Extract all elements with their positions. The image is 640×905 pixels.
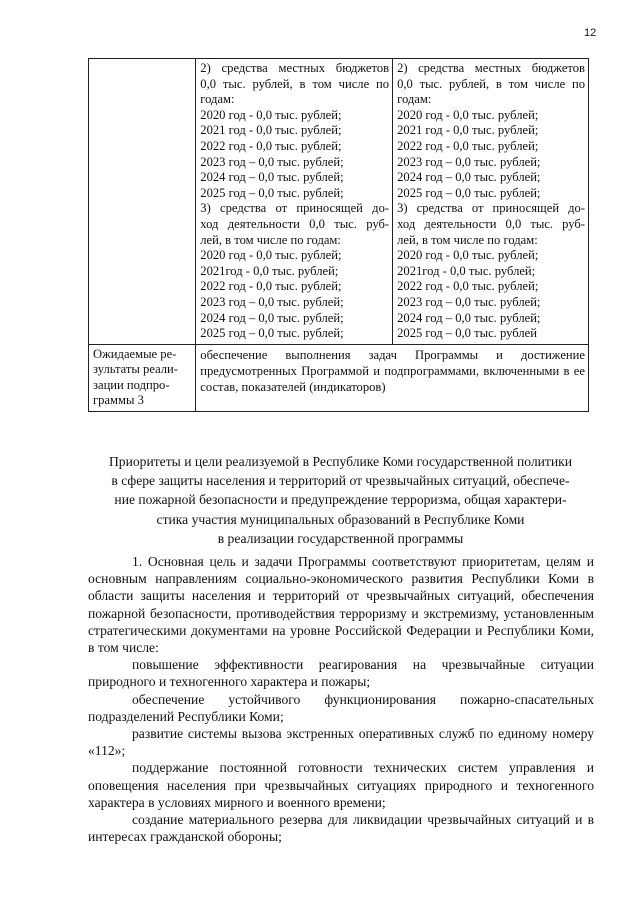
results-label-line: зультаты реали-: [93, 362, 178, 377]
col2-line: 3) средства от приносящей до-: [200, 201, 390, 216]
col3-line: ход деятельности 0,0 тыс. руб-: [397, 216, 585, 231]
col3-line: 2024 год – 0,0 тыс. рублей;: [397, 170, 541, 185]
col3-line: 2023 год – 0,0 тыс. рублей;: [397, 294, 541, 309]
funding-cell-col2: [196, 59, 393, 345]
col2-line: 2022 год - 0,0 тыс. рублей;: [200, 279, 342, 294]
col3-line: 2023 год – 0,0 тыс. рублей;: [397, 154, 541, 169]
col2-line: 2025 год – 0,0 тыс. рублей;: [200, 185, 344, 200]
expected-results-label: [89, 344, 196, 411]
col2-line: ход деятельности 0,0 тыс. руб-: [200, 216, 390, 231]
col3-line: 2024 год – 0,0 тыс. рублей;: [397, 310, 541, 325]
col3-line: 2) средства местных бюджетов: [397, 61, 585, 75]
col2-line: 2021 год - 0,0 тыс. рублей;: [200, 123, 342, 138]
heading-line: в сфере защиты населения и территорий от чрезвычайных ситуаций, обеспече-: [111, 473, 570, 489]
col2-line: 2023 год – 0,0 тыс. рублей;: [200, 294, 344, 309]
funding-row: [89, 59, 589, 345]
body-text: [88, 553, 594, 845]
heading-line: в реализации государственной программы: [217, 530, 464, 546]
col2-line: 2020 год - 0,0 тыс. рублей;: [200, 107, 342, 122]
results-label-line: зации подпро-: [93, 377, 170, 392]
section-heading: [88, 452, 593, 548]
list-item: обеспечение устойчивого функционирования пожарно-спасательных подразделений Республики Коми;: [88, 691, 594, 724]
list-item: развитие системы вызова экстренных оперативных служб по единому номеру «112»;: [88, 726, 594, 759]
heading-line: ние пожарной безопасности и предупреждение терроризма, общая характери-: [114, 492, 567, 508]
col3-line: 0,0 тыс. рублей, в том числе по: [397, 76, 585, 91]
col3-line: 2022 год - 0,0 тыс. рублей;: [397, 138, 539, 153]
expected-results-cell: [196, 344, 589, 411]
expected-results-row: [89, 344, 589, 411]
col2-line: 0,0 тыс. рублей, в том числе по: [200, 76, 390, 91]
col3-line: 2025 год – 0,0 тыс. рублей;: [397, 185, 541, 200]
list-item: создание материального резерва для ликвидации чрезвычайных ситуаций и в интересах гражданской обороны;: [88, 812, 594, 845]
funding-label-cell: [89, 59, 196, 345]
col3-line: 2020 год - 0,0 тыс. рублей;: [397, 107, 539, 122]
col3-line: 2021год - 0,0 тыс. рублей;: [397, 263, 536, 278]
list-item: поддержание постоянной готовности технических систем управления и оповещения населения при чрезвычайных ситуациях природного и техногенного характера в условиях мирного и военного времени;: [88, 760, 594, 810]
subprogram-passport-table: [88, 58, 589, 412]
col3-line: 2021 год - 0,0 тыс. рублей;: [397, 123, 539, 138]
col3-line: 3) средства от приносящей до-: [397, 201, 585, 216]
col2-line: 2025 год – 0,0 тыс. рублей;: [200, 326, 344, 341]
col2-line: 2020 год - 0,0 тыс. рублей;: [200, 248, 342, 263]
col3-line: 2020 год - 0,0 тыс. рублей;: [397, 248, 539, 263]
col2-line: 2024 год – 0,0 тыс. рублей;: [200, 170, 344, 185]
paragraph: 1. Основная цель и задачи Программы соответствуют приоритетам, целям и основным направлениям социально-экономического развития Республики Коми в области защиты населения и территорий от чрезвычайных ситуаций, обеспечения пожарной безопасности, противодействия терроризму и экстремизму, установленным стратегическими документами на уровне Российской Федерации и Республики Коми, в том числе:: [88, 554, 594, 656]
funding-cell-col3: [393, 59, 589, 345]
col2-line: 2021год - 0,0 тыс. рублей;: [200, 263, 339, 278]
col3-line: 2022 год - 0,0 тыс. рублей;: [397, 279, 539, 294]
col3-line: лей, в том числе по годам:: [397, 232, 538, 247]
heading-line: стика участия муниципальных образований в Республике Коми: [156, 511, 525, 527]
col2-line: 2023 год – 0,0 тыс. рублей;: [200, 154, 344, 169]
page-number: 12: [584, 27, 597, 39]
expected-results-text: обеспечение выполнения задач Программы и достижение предусмотренных Программой и подпрограммами, включенными в ее состав, показателей (индикаторов): [200, 347, 585, 394]
col2-line: лей, в том числе по годам:: [200, 232, 341, 247]
col3-line: годам:: [397, 92, 432, 107]
col2-line: 2022 год - 0,0 тыс. рублей;: [200, 138, 342, 153]
col2-line: годам:: [200, 92, 235, 107]
col2-line: 2) средства местных бюджетов: [200, 61, 390, 75]
results-label-line: граммы 3: [93, 393, 144, 408]
list-item: повышение эффективности реагирования на чрезвычайные ситуации природного и техногенного характера и пожары;: [88, 657, 594, 690]
col2-line: 2024 год – 0,0 тыс. рублей;: [200, 310, 344, 325]
results-label-line: Ожидаемые ре-: [93, 346, 177, 361]
heading-line: Приоритеты и цели реализуемой в Республике Коми государственной политики: [108, 454, 573, 469]
col3-line: 2025 год – 0,0 тыс. рублей: [397, 326, 537, 341]
